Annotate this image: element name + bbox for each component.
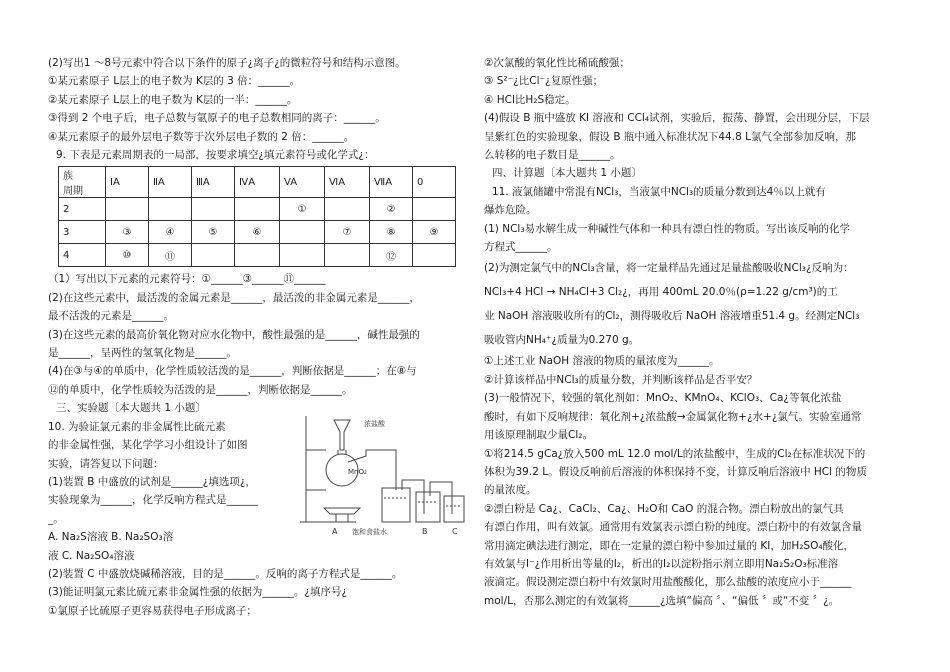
- q11-line: 吸收管内NH₄⁺¿质量为0.270 g。: [484, 334, 640, 347]
- q11-line: (2)为测定氯气中的NCl₃含量，将一定量样品先通过足量盐酸吸收NCl₃¿反响为：: [484, 262, 854, 275]
- q11-line: 爆炸危险。: [484, 204, 537, 217]
- q10-cont-line: ③ S²⁻¿比Cl⁻¿复原性强；: [484, 75, 604, 88]
- table-cell: [280, 221, 325, 244]
- label-b: B: [422, 527, 428, 536]
- table-cell: [280, 244, 325, 267]
- table-cell: ③: [106, 221, 149, 244]
- group-header: ⅥA: [325, 167, 370, 198]
- q8-item: ④某元素原子的最外层电子数等于次外层电子数的 2 倍：______。: [48, 130, 355, 143]
- table-row: [59, 221, 456, 244]
- q8-item: ②某元素原子 L层上的电子数为 K层的一半：______。: [48, 93, 298, 106]
- q9-item: (2)在这些元素中，最活泼的金属元素是______，最活泼的非金属元素是______，: [48, 291, 420, 304]
- period-label: 4: [59, 244, 106, 267]
- table-cell: [413, 244, 456, 267]
- group-header: ⅢA: [192, 167, 235, 198]
- q11-line: 方程式______。: [484, 241, 558, 254]
- corner-group-label: 族: [63, 171, 73, 183]
- table-cell: ⑫: [370, 244, 413, 267]
- q8-item: ③得到 2 个电子后，电子总数与氩原子的电子总数相同的离子：______。: [48, 112, 386, 125]
- apparatus-c: [416, 482, 464, 522]
- q9-item: 是______，呈两性的氢氧化物是______。: [48, 347, 237, 360]
- table-cell: ⑤: [192, 221, 235, 244]
- table-cell: [106, 198, 149, 221]
- q11-line: 液滴定。假设测定漂白粉中有效氯时用盐酸酸化，那么盐酸的浓度应小于______: [484, 576, 852, 589]
- q9-item: (3)在这些元素的最高价氧化物对应水化物中，酸性最强的是______，碱性最强的: [48, 328, 420, 341]
- q11-line: NCl₃+4 HCl → NH₄Cl+3 Cl₂¿，再用 400mL 20.0％(ρ=1.22 g/cm³)的工: [484, 286, 838, 299]
- q11-line: 的量浓度。: [484, 484, 537, 497]
- table-cell: [413, 198, 456, 221]
- table-header-row: [59, 167, 456, 198]
- q11-line: mol/L，否那么测定的有效氯将______¿选填“偏高 〞、“偏低 〞或“不变 〞¿。: [484, 594, 840, 607]
- right-column: [484, 54, 908, 610]
- q10-line: (2)装置 C 中盛放烧碱稀溶液，目的是______。反响的离子方程式是______。: [48, 567, 403, 580]
- q11-line: ①将214.5 gCa¿放入500 mL 12.0 mol/L的浓盐酸中，生成的Cl₂在标准状况下的: [484, 447, 866, 460]
- corner-period-label: 周期: [63, 186, 83, 198]
- q10-line: 10. 为验证氯元素的非金属性比硫元素: [48, 420, 226, 433]
- table-row: [59, 198, 456, 221]
- table-cell: [325, 198, 370, 221]
- apparatus-diagram: [296, 410, 468, 538]
- q11-line: 业 NaOH 溶液吸收所有的Cl₂，测得吸收后 NaOH 溶液增重51.4 g。经测定NCl₃: [484, 310, 860, 323]
- q10-line: ①氯原子比硫原子更容易获得电子形成离子；: [48, 604, 257, 617]
- table-cell: [192, 244, 235, 267]
- q10-cont-line: ④ HCl比H₂S稳定。: [484, 93, 576, 106]
- table-cell: ⑦: [325, 221, 370, 244]
- q9-item: ⑫的单质中，化学性质较为活泼的是______，判断依据是______。: [48, 383, 353, 396]
- q10-cont-line: ②次氯酸的氧化性比稀硫酸强；: [484, 57, 630, 69]
- q11-line: 有效氯与I⁻¿作用析出等量的I₂，析出的I₂以淀粉指示剂立即用Na₂S₂O₃标准溶: [484, 557, 839, 570]
- q9-item: （1）写出以下元素的元素符号：①______③______⑪______: [48, 273, 326, 286]
- period-label: 2: [59, 198, 106, 221]
- table-cell: [235, 198, 280, 221]
- q8-part2-intro: (2)写出1 ～8号元素中符合以下条件的原子¿离子¿的微粒符号和结构示意图。: [48, 57, 406, 69]
- q11-line: 用该原理制取少量Cl₂。: [484, 429, 593, 442]
- period-label: 3: [59, 221, 106, 244]
- q11-line: 11. 液氯储罐中常混有NCl₃，当液氯中NCl₃的质量分数到达4％以上就有: [492, 185, 826, 198]
- q11-line: ②漂白粉是 Ca¿、CaCl₂、Ca¿、H₂O和 CaO 的混合物。漂白粉放出的氯气具: [484, 502, 844, 515]
- table-cell: ⑩: [106, 244, 149, 267]
- q10-line: 实验现象为______，化学反响方程式是______: [48, 494, 258, 507]
- table-cell: [149, 198, 192, 221]
- q10-options: A. Na₂S溶液 B. Na₂SO₃溶: [48, 531, 174, 544]
- q11-line: 体积为39.2 L。假设反响前后溶液的体积保持不变，计算反响后溶液中 HCl 的物质: [484, 465, 867, 478]
- q11-line: 有漂白作用，叫有效氯。通常用有效氯表示漂白粉的纯度。漂白粉中的有效氯含量: [484, 521, 862, 534]
- funnel-label: 浓盐酸: [364, 420, 385, 428]
- bottom-label: 饱和食盐水: [352, 528, 387, 536]
- group-header: ⅣA: [235, 167, 280, 198]
- label-c: C: [452, 527, 458, 536]
- table-cell: ⑨: [413, 221, 456, 244]
- q10-line: 的非金属性强，某化学学习小组设计了如图: [48, 439, 248, 452]
- q9-item: (4)在③与④的单质中，化学性质较活泼的是______，判断依据是______；在⑧与: [48, 365, 417, 378]
- table-cell: ②: [370, 198, 413, 221]
- group-header: VA: [280, 167, 325, 198]
- q10-options: 液 C. Na₂SO₄溶液: [48, 549, 135, 562]
- group-header: IA: [106, 167, 149, 198]
- apparatus-b: [382, 480, 424, 522]
- periodic-table: [58, 166, 456, 267]
- table-corner: [59, 167, 106, 198]
- q11-line: 酸时，有如下反响规律：氧化剂+¿浓盐酸→金属氯化物+¿水+¿氯气。实验室通常: [484, 410, 862, 423]
- q11-line: ②计算该样品中NCl₃的质量分数，并判断该样品是否平安？: [484, 373, 758, 386]
- q10-line: 实验，请答复以下问题：: [48, 457, 164, 470]
- q9-stem: 9. 下表是元素周期表的一局部，按要求填空¿填元素符号或化学式¿：: [56, 149, 375, 162]
- group-header: ⅦA: [370, 167, 413, 198]
- left-column: [48, 54, 470, 620]
- group-header: ⅡA: [149, 167, 192, 198]
- q10-line: (1)装置 B 中盛放的试剂是______¿填选项¿，: [48, 475, 256, 488]
- section-heading-experiment: 三、实验题〔本大题共 1 小题〕: [56, 402, 206, 415]
- q8-item: ①某元素原子 L层上的电子数为 K层的 3 倍：______。: [48, 75, 301, 88]
- table-cell: [192, 198, 235, 221]
- label-a: A: [332, 527, 338, 536]
- q11-line: (1) NCl₃易水解生成一种碱性气体和一种具有漂白性的物质。写出该反响的化学: [484, 222, 851, 235]
- table-cell: ①: [280, 198, 325, 221]
- flask-label: MnO₂: [348, 468, 367, 476]
- table-cell: [325, 244, 370, 267]
- table-cell: ⑥: [235, 221, 280, 244]
- q10-cont-line: 么转移的电子数目是______。: [484, 149, 621, 162]
- table-row: [59, 244, 456, 267]
- q11-line: ①上述工业 NaOH 溶液的物质的量浓度为______。: [484, 355, 720, 368]
- q10-cont-line: (4)假设 B 瓶中盛放 KI 溶液和 CCl₄试剂，实验后，振荡、静置，会出现分层，下层: [484, 112, 870, 125]
- q10-cont-line: 呈紫红色的实验现象，假设 B 瓶中通入标准状况下44.8 L氯气全部参加反响，那: [484, 130, 856, 143]
- table-cell: ④: [149, 221, 192, 244]
- table-cell: ⑪: [149, 244, 192, 267]
- table-cell: ⑧: [370, 221, 413, 244]
- q11-line: 常用滴定碘法进行测定，即在一定量的漂白粉中参加过量的 KI，加H₂SO₄酸化，: [484, 539, 855, 552]
- section-heading-calculation: 四、计算题〔本大题共 1 小题〕: [492, 167, 642, 180]
- q11-line: (3)一般情况下，较强的氧化剂如：MnO₂、KMnO₄、KClO₃、Ca¿等氧化浓盐: [484, 392, 842, 405]
- q10-line: _。: [48, 512, 64, 525]
- table-cell: [235, 244, 280, 267]
- group-header: 0: [413, 167, 456, 198]
- q10-line: (3)能证明氯元素比硫元素非金属性强的依据为______。¿填序号¿: [48, 586, 348, 599]
- q9-item: 最不活泼的元素是______。: [48, 310, 174, 323]
